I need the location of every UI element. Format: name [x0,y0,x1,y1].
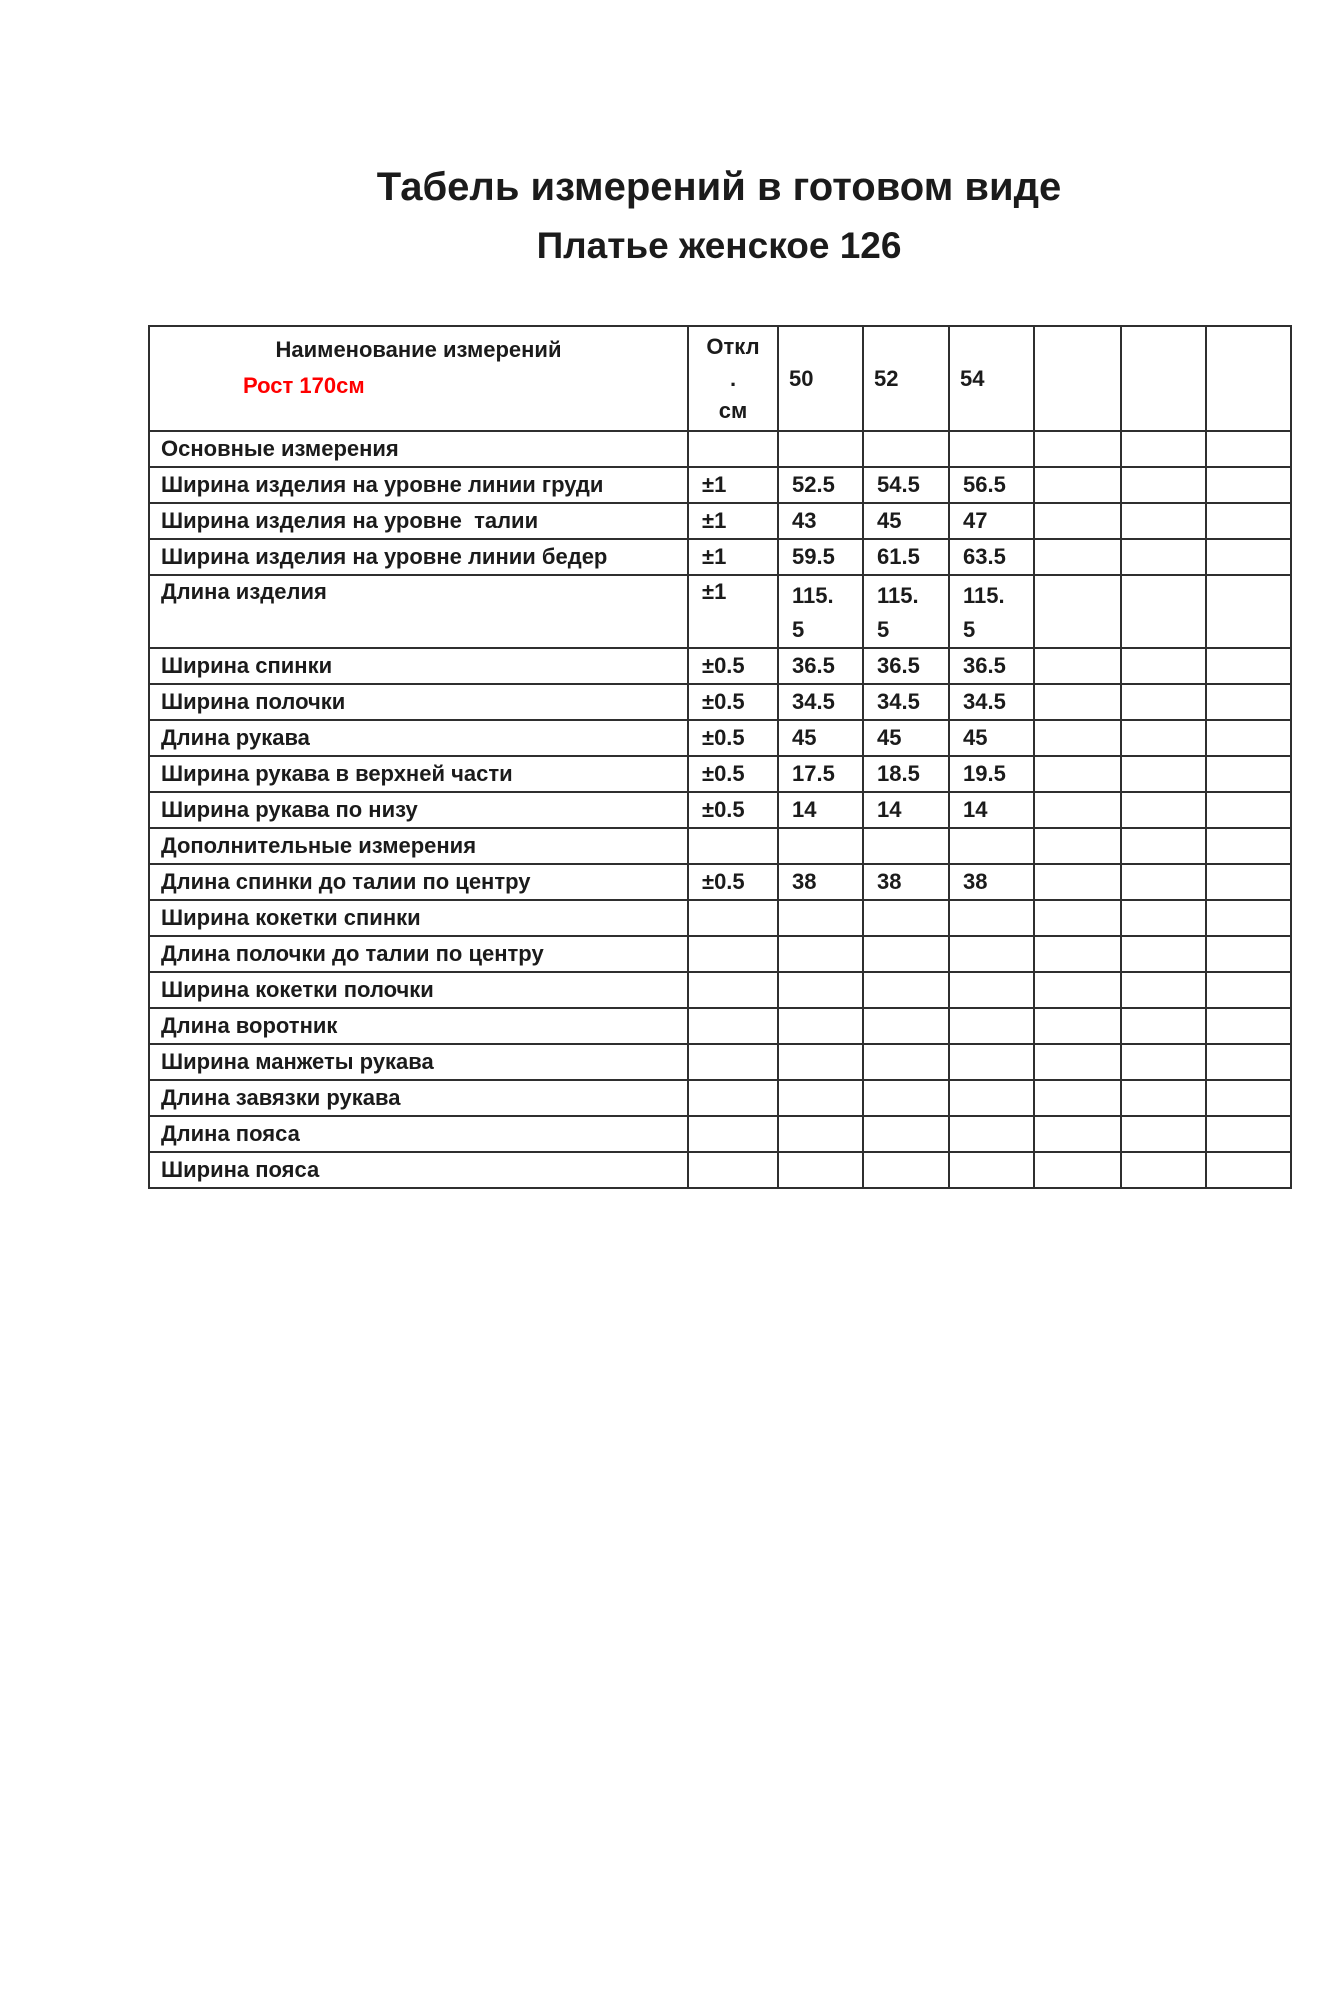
column-header-size-50: 50 [778,326,863,431]
size-52-value-cell [863,431,949,467]
size-52-value-cell: 36.5 [863,648,949,684]
empty-cell [1206,972,1291,1008]
size-54-value-cell: 14 [949,792,1034,828]
size-52-value-cell: 14 [863,792,949,828]
table-row [149,467,1291,503]
empty-cell [1121,1152,1206,1188]
empty-cell [1121,1044,1206,1080]
column-header-empty [1034,326,1121,431]
deviation-cell [688,900,778,936]
size-54-value-cell: 115.5 [949,575,1034,648]
page-subtitle: Платье женское 126 [536,225,902,266]
size-52-value-cell [863,828,949,864]
empty-cell [1206,684,1291,720]
table-row [149,1080,1291,1116]
empty-cell [1121,648,1206,684]
deviation-cell: ±0.5 [688,864,778,900]
deviation-cell: ±0.5 [688,720,778,756]
column-header-measurement-name [149,326,688,431]
measurement-name-cell: Ширина рукава в верхней части [149,756,688,792]
empty-cell [1206,1008,1291,1044]
size-50-value-cell [778,900,863,936]
empty-cell [1034,1008,1121,1044]
size-52-value-cell [863,1080,949,1116]
empty-cell [1121,864,1206,900]
measurement-name-cell: Дополнительные измерения [149,828,688,864]
deviation-cell [688,828,778,864]
empty-cell [1121,431,1206,467]
size-50-value-cell [778,1080,863,1116]
deviation-cell: ±0.5 [688,792,778,828]
empty-cell [1121,1008,1206,1044]
size-54-value-cell: 38 [949,864,1034,900]
deviation-header-line: . [729,366,737,391]
size-52-value-cell [863,1008,949,1044]
size-50-value-cell: 45 [778,720,863,756]
deviation-cell: ±0.5 [688,648,778,684]
empty-cell [1034,756,1121,792]
empty-cell [1034,720,1121,756]
deviation-header-line: Откл [706,334,760,359]
size-50-value-cell: 38 [778,864,863,900]
table-row [149,756,1291,792]
table-row [149,792,1291,828]
empty-cell [1121,467,1206,503]
empty-cell [1206,503,1291,539]
measurement-name-cell: Ширина изделия на уровне линии бедер [149,539,688,575]
empty-cell [1206,1152,1291,1188]
size-52-value-cell: 61.5 [863,539,949,575]
size-50-value-cell [778,972,863,1008]
deviation-cell: ±1 [688,503,778,539]
size-54-value-cell: 34.5 [949,684,1034,720]
table-row [149,972,1291,1008]
empty-cell [1121,684,1206,720]
measurement-name-cell: Ширина пояса [149,1152,688,1188]
empty-cell [1034,792,1121,828]
size-50-value-cell: 36.5 [778,648,863,684]
size-50-value-cell [778,936,863,972]
table-row [149,539,1291,575]
table-row [149,648,1291,684]
size-54-value-cell: 36.5 [949,648,1034,684]
empty-cell [1206,575,1291,648]
table-row [149,828,1291,864]
empty-cell [1206,648,1291,684]
deviation-cell: ±1 [688,539,778,575]
empty-cell [1206,828,1291,864]
empty-cell [1121,828,1206,864]
empty-cell [1121,503,1206,539]
deviation-cell [688,431,778,467]
empty-cell [1034,900,1121,936]
height-170cm-label: Рост 170см [243,373,365,398]
size-50-value-cell: 34.5 [778,684,863,720]
deviation-cell [688,1152,778,1188]
size-54-value-cell: 47 [949,503,1034,539]
measurement-name-cell: Ширина полочки [149,684,688,720]
size-50-value-cell: 59.5 [778,539,863,575]
empty-cell [1206,1080,1291,1116]
table-header-row [149,326,1291,431]
deviation-cell [688,1116,778,1152]
deviation-cell [688,972,778,1008]
column-header-empty [1121,326,1206,431]
size-52-value-cell [863,936,949,972]
empty-cell [1034,1080,1121,1116]
deviation-cell [688,1044,778,1080]
size-50-value-cell [778,431,863,467]
empty-cell [1034,575,1121,648]
size-52-value-cell [863,1152,949,1188]
column-header-empty [1206,326,1291,431]
size-54-value-cell [949,1044,1034,1080]
empty-cell [1121,792,1206,828]
size-54-value-cell [949,936,1034,972]
empty-cell [1121,936,1206,972]
empty-cell [1034,503,1121,539]
table-row [149,684,1291,720]
size-52-value-cell [863,900,949,936]
size-50-value-cell [778,1044,863,1080]
empty-cell [1121,972,1206,1008]
measurement-name-cell: Ширина кокетки полочки [149,972,688,1008]
size-54-value-cell: 19.5 [949,756,1034,792]
size-50-value-cell: 115.5 [778,575,863,648]
empty-cell [1034,936,1121,972]
measurement-name-cell: Ширина манжеты рукава [149,1044,688,1080]
deviation-header-line: см [718,398,748,423]
deviation-cell: ±0.5 [688,756,778,792]
size-50-value-cell [778,1008,863,1044]
measurement-name-cell: Длина пояса [149,1116,688,1152]
size-54-value-cell [949,1152,1034,1188]
deviation-cell [688,936,778,972]
size-50-value-cell [778,828,863,864]
size-52-value-cell [863,1044,949,1080]
empty-cell [1121,720,1206,756]
empty-cell [1206,900,1291,936]
size-52-value-cell: 45 [863,720,949,756]
table-row [149,900,1291,936]
size-50-value-cell [778,1116,863,1152]
size-52-value-cell: 18.5 [863,756,949,792]
size-54-value-cell: 56.5 [949,467,1034,503]
size-50-value-cell: 43 [778,503,863,539]
size-52-value-cell [863,972,949,1008]
empty-cell [1034,1152,1121,1188]
column-header-deviation [688,326,778,431]
column-header-size-52: 52 [863,326,949,431]
empty-cell [1121,756,1206,792]
table-row [149,431,1291,467]
page-title: Табель измерений в готовом виде [376,165,1062,209]
document-header [148,163,1290,268]
empty-cell [1121,575,1206,648]
measurement-name-cell: Длина воротник [149,1008,688,1044]
empty-cell [1034,1116,1121,1152]
measurement-name-cell: Длина изделия [149,575,688,648]
column-header-size-54: 54 [949,326,1034,431]
size-54-value-cell [949,1008,1034,1044]
empty-cell [1206,756,1291,792]
empty-cell [1206,539,1291,575]
table-row [149,936,1291,972]
empty-cell [1206,1116,1291,1152]
measurements-table [148,325,1292,1189]
size-52-value-cell: 34.5 [863,684,949,720]
empty-cell [1121,1080,1206,1116]
size-50-value-cell: 14 [778,792,863,828]
size-54-value-cell [949,828,1034,864]
measurement-name-cell: Длина рукава [149,720,688,756]
empty-cell [1034,828,1121,864]
measurement-name-header-label: Наименование измерений [275,337,562,362]
deviation-cell [688,1080,778,1116]
measurement-name-cell: Длина завязки рукава [149,1080,688,1116]
measurement-name-cell: Ширина изделия на уровне талии [149,503,688,539]
empty-cell [1206,431,1291,467]
empty-cell [1034,864,1121,900]
size-52-value-cell: 115.5 [863,575,949,648]
empty-cell [1121,539,1206,575]
deviation-cell: ±1 [688,467,778,503]
empty-cell [1206,864,1291,900]
size-52-value-cell: 45 [863,503,949,539]
measurement-name-cell: Ширина рукава по низу [149,792,688,828]
table-row [149,1152,1291,1188]
table-row [149,1008,1291,1044]
empty-cell [1034,972,1121,1008]
size-54-value-cell [949,431,1034,467]
size-54-value-cell: 63.5 [949,539,1034,575]
table-body [149,431,1291,1188]
table-row [149,720,1291,756]
measurement-name-cell: Ширина кокетки спинки [149,900,688,936]
table-row [149,1116,1291,1152]
empty-cell [1206,1044,1291,1080]
size-50-value-cell [778,1152,863,1188]
empty-cell [1206,467,1291,503]
size-50-value-cell: 17.5 [778,756,863,792]
empty-cell [1121,1116,1206,1152]
size-54-value-cell [949,1116,1034,1152]
size-54-value-cell: 45 [949,720,1034,756]
size-54-value-cell [949,900,1034,936]
measurement-name-cell: Ширина изделия на уровне линии груди [149,467,688,503]
empty-cell [1034,648,1121,684]
table-row [149,864,1291,900]
size-52-value-cell: 38 [863,864,949,900]
empty-cell [1121,900,1206,936]
size-52-value-cell: 54.5 [863,467,949,503]
size-54-value-cell [949,1080,1034,1116]
deviation-cell [688,1008,778,1044]
empty-cell [1206,792,1291,828]
deviation-cell: ±1 [688,575,778,648]
size-50-value-cell: 52.5 [778,467,863,503]
table-row [149,575,1291,648]
empty-cell [1034,467,1121,503]
empty-cell [1034,684,1121,720]
empty-cell [1034,431,1121,467]
empty-cell [1206,720,1291,756]
measurement-name-cell: Длина полочки до талии по центру [149,936,688,972]
measurement-name-cell: Ширина спинки [149,648,688,684]
size-52-value-cell [863,1116,949,1152]
empty-cell [1206,936,1291,972]
table-row [149,1044,1291,1080]
measurement-name-cell: Основные измерения [149,431,688,467]
deviation-cell: ±0.5 [688,684,778,720]
empty-cell [1034,1044,1121,1080]
table-row [149,503,1291,539]
size-54-value-cell [949,972,1034,1008]
empty-cell [1034,539,1121,575]
measurement-name-cell: Длина спинки до талии по центру [149,864,688,900]
